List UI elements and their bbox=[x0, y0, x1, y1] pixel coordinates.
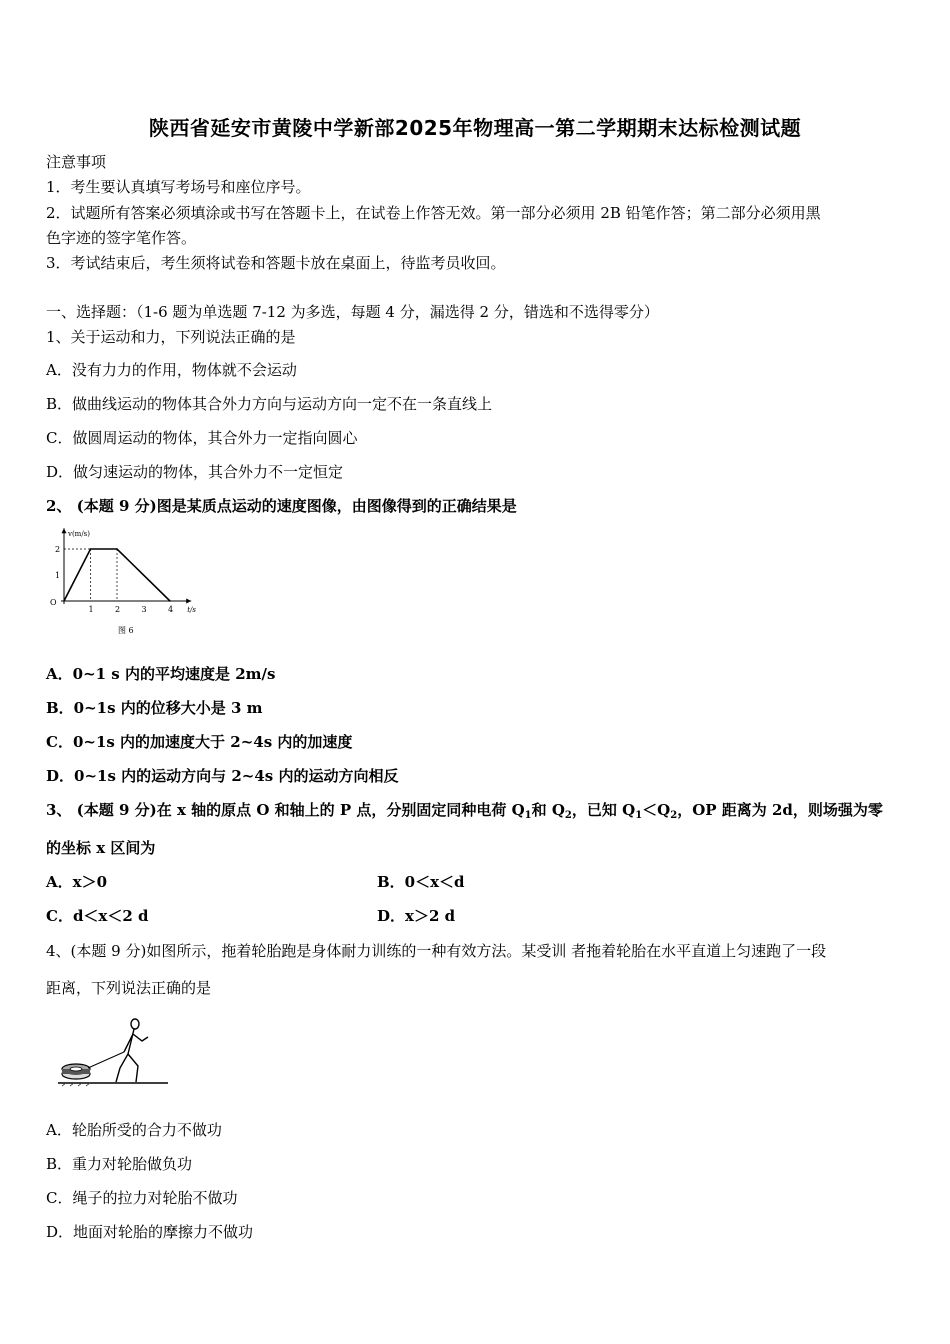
graph-caption: 图 6 bbox=[118, 626, 134, 635]
notice-item-3: 3．考试结束后，考生须将试卷和答题卡放在桌面上，待监考员收回。 bbox=[46, 254, 506, 272]
x-tick-label: 2 bbox=[115, 605, 121, 614]
question-1-option-c: C．做圆周运动的物体，其合外力一定指向圆心 bbox=[46, 429, 358, 447]
question-4-option-a: A．轮胎所受的合力不做功 bbox=[46, 1121, 222, 1139]
question-1-option-a: A．没有力力的作用，物体就不会运动 bbox=[46, 361, 297, 379]
question-3-option-c: C．d＜x＜2 d bbox=[46, 907, 149, 925]
question-3-stem-cont: 的坐标 x 区间为 bbox=[46, 839, 156, 857]
question-2-option-d: D．0~1s 内的运动方向与 2~4s 内的运动方向相反 bbox=[46, 767, 399, 785]
y-tick-label: 1 bbox=[55, 571, 61, 580]
data-point bbox=[169, 600, 171, 602]
runner-icon bbox=[116, 1019, 148, 1082]
question-4-stem-cont: 距离，下列说法正确的是 bbox=[46, 979, 212, 997]
x-tick-label: 3 bbox=[141, 605, 147, 614]
question-2-option-b: B．0~1s 内的位移大小是 3 m bbox=[46, 699, 263, 717]
question-4-option-c: C．绳子的拉力对轮胎不做功 bbox=[46, 1189, 238, 1207]
notice-heading: 注意事项 bbox=[46, 153, 107, 171]
question-2-option-c: C．0~1s 内的加速度大于 2~4s 内的加速度 bbox=[46, 733, 353, 751]
question-3-option-b: B．0＜x＜d bbox=[377, 873, 465, 891]
x-axis-arrow bbox=[186, 599, 191, 604]
question-1-option-b: B．做曲线运动的物体其合外力方向与运动方向一定不在一条直线上 bbox=[46, 395, 493, 413]
question-1-stem: 1、关于运动和力，下列说法正确的是 bbox=[46, 328, 296, 346]
question-4-option-d: D．地面对轮胎的摩擦力不做功 bbox=[46, 1223, 254, 1241]
y-axis-arrow bbox=[62, 528, 67, 533]
question-3-stem: 3、 (本题 9 分)在 x 轴的原点 O 和轴上的 P 点，分别固定同种电荷 $Q_1$和 $Q_2$，已知 $Q_1<Q_2$，OP 距离为 2d，则场强为零 bbox=[46, 801, 883, 821]
y-axis-label: v(m/s) bbox=[68, 530, 91, 539]
page-title: 陕西省延安市黄陵中学新部2025年物理高一第二学期期末达标检测试题 bbox=[148, 116, 802, 140]
question-2-stem: 2、 (本题 9 分)图是某质点运动的速度图像，由图像得到的正确结果是 bbox=[46, 497, 517, 515]
notice-item-2-cont: 色字迹的签字笔作答。 bbox=[46, 229, 197, 247]
x-tick-label: 4 bbox=[168, 605, 174, 614]
question-1-option-d: D．做匀速运动的物体，其合外力不一定恒定 bbox=[46, 463, 344, 481]
data-point bbox=[90, 548, 92, 550]
notice-item-1: 1．考生要认真填写考场号和座位序号。 bbox=[46, 178, 311, 196]
x-tick-label: 1 bbox=[88, 605, 94, 614]
x-axis-label: t/s bbox=[187, 606, 196, 614]
question-3-option-a: A．x＞0 bbox=[46, 873, 108, 891]
y-tick-label: 2 bbox=[55, 545, 61, 554]
question-4-option-b: B．重力对轮胎做负功 bbox=[46, 1155, 193, 1173]
rope-line bbox=[88, 1052, 124, 1068]
data-point bbox=[116, 548, 118, 550]
question-3-option-d: D．x＞2 d bbox=[377, 907, 456, 925]
question-4-stem: 4、(本题 9 分)如图所示，拖着轮胎跑是身体耐力训练的一种有效方法。某受训 者拖着轮胎在水平直道上匀速跑了一段 bbox=[46, 942, 827, 960]
data-point bbox=[63, 600, 65, 602]
velocity-time-graph bbox=[46, 528, 206, 638]
tire-dragging-figure bbox=[56, 1010, 176, 1090]
question-2-option-a: A．0~1 s 内的平均速度是 2m/s bbox=[46, 665, 276, 683]
tire-icon bbox=[62, 1064, 90, 1079]
origin-label: O bbox=[50, 598, 57, 607]
section-heading: 一、选择题：（1-6 题为单选题 7-12 为多选，每题 4 分，漏选得 2 分，错选和不选得零分） bbox=[46, 303, 659, 321]
notice-item-2: 2．试题所有答案必须填涂或书写在答题卡上，在试卷上作答无效。第一部分必须用 2B 铅笔作答；第二部分必须用黑 bbox=[46, 204, 821, 222]
